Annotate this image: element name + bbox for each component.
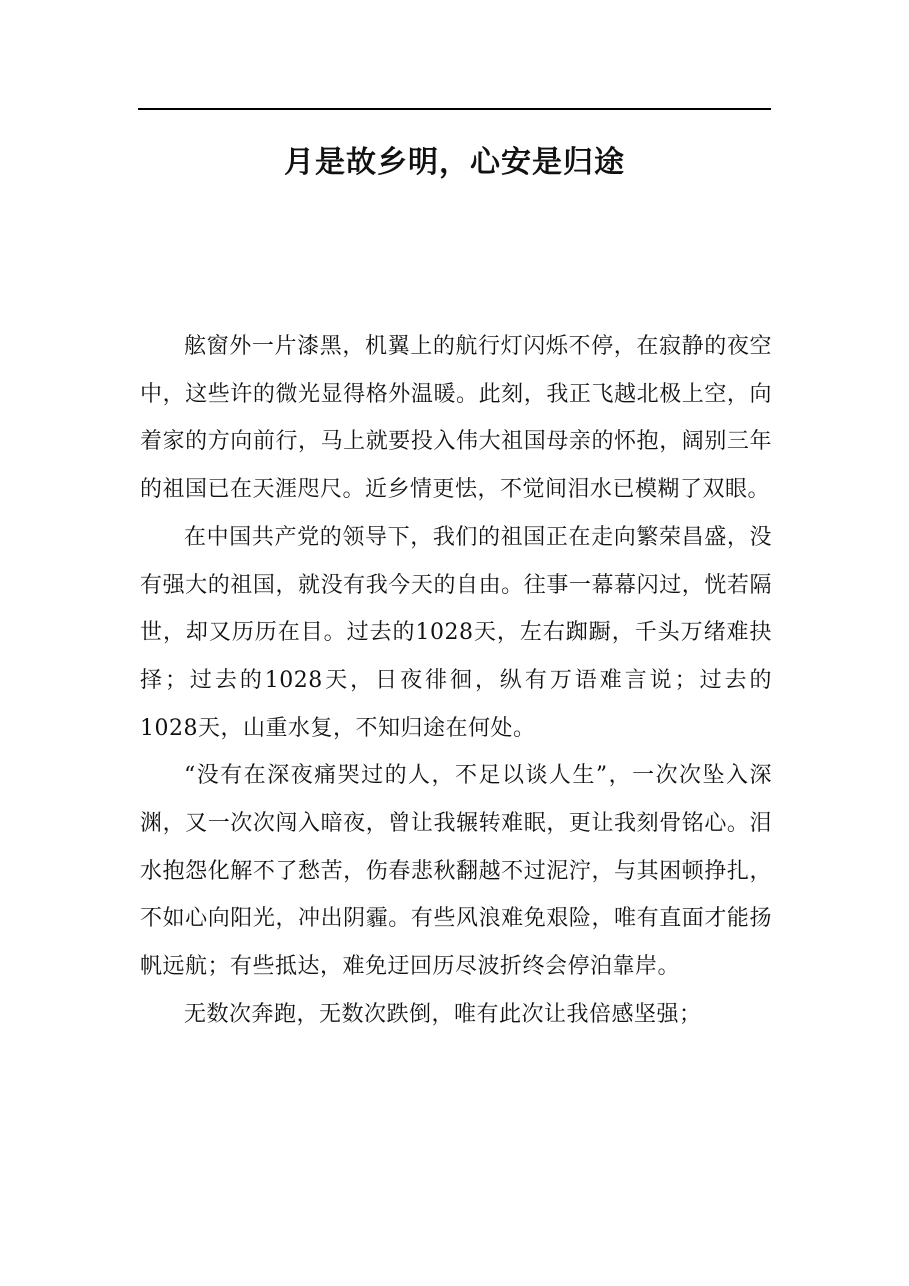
document-body [140,323,772,1039]
paragraph-1: 舷窗外一片漆黑，机翼上的航行灯闪烁不停，在寂静的夜空中，这些许的微光显得格外温暖。此刻，我正飞越北极上空，向着家的方向前行，马上就要投入伟大祖国母亲的怀抱，阔别三年的祖国已在天涯咫尺。近乡情更怯，不觉间泪水已模糊了双眼。 [140,334,772,503]
paragraph-4: 无数次奔跑，无数次跌倒，唯有此次让我倍感坚强； [184,1001,702,1027]
document-title: 月是故乡明，心安是归途 [284,145,625,180]
paragraph-3: “没有在深夜痛哭过的人，不足以谈人生”，一次次坠入深渊，又一次次闯入暗夜，曾让我辗转难眠，更让我刻骨铭心。泪水抱怨化解不了愁苦，伤春悲秋翻越不过泥泞，与其困顿挣扎，不如心向阳光，冲出阴霾。有些风浪难免艰险，唯有直面才能扬帆远航；有些抵达，难免迂回历尽波折终会停泊靠岸。 [140,763,772,980]
header-rule [138,108,771,110]
paragraph-2: 在中国共产党的领导下，我们的祖国正在走向繁荣昌盛，没有强大的祖国，就没有我今天的自由。往事一幕幕闪过，恍若隔世，却又历历在目。过去的1028天，左右踟蹰，千头万绪难抉择；过去的1028天，日夜徘徊，纵有万语难言说；过去的1028天，山重水复，不知归途在何处。 [140,524,772,741]
